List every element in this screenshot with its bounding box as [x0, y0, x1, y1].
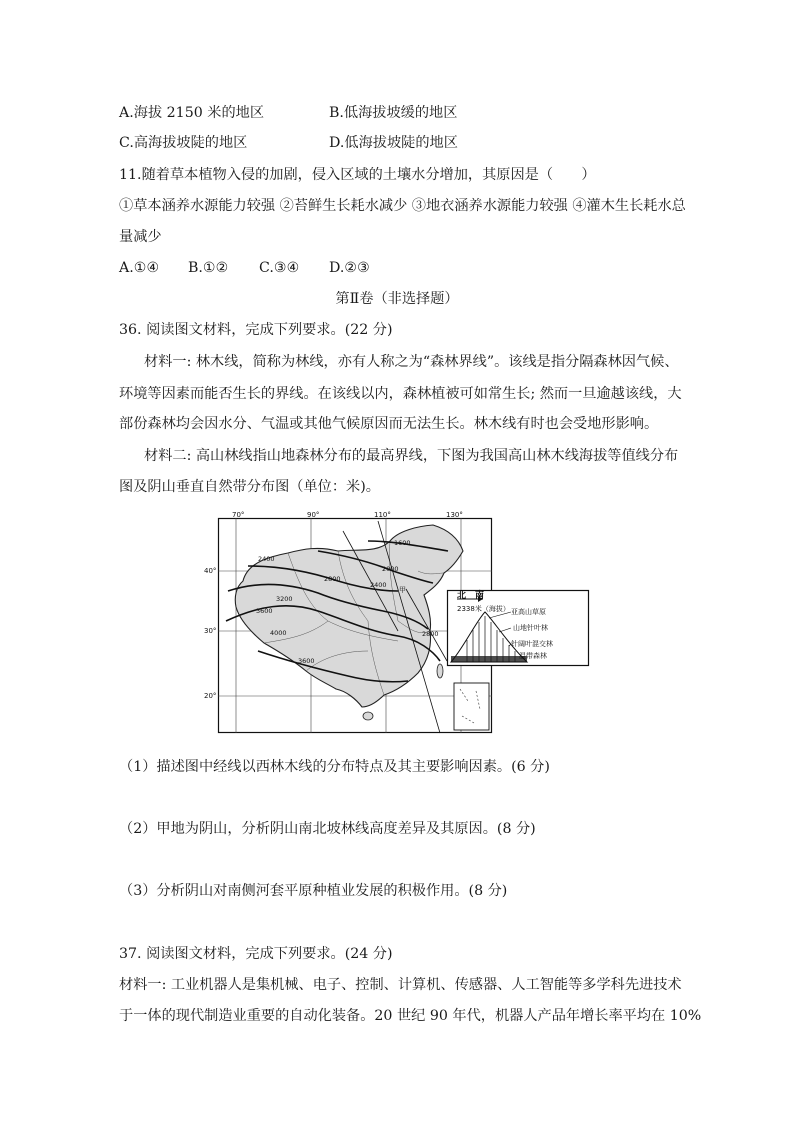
isoline-label-3600-south: 3600	[298, 657, 315, 665]
q36-subquestion-1: （1）描述图中经线以西林木线的分布特点及其主要影响因素。(6 分)	[119, 759, 550, 775]
isoline-label-3200: 3200	[276, 595, 293, 603]
q36-material2-line2: 图及阴山垂直自然带分布图（单位：米)。	[119, 479, 380, 495]
q10-option-a: A.海拔 2150 米的地区	[119, 105, 265, 121]
isoline-label-4000: 4000	[270, 629, 287, 637]
inset-belt-coniferous-forest: 山地针叶林	[513, 624, 548, 632]
q36-material2-line1: 材料二: 高山林线指山地森林分布的最高界线，下图为我国高山林木线海拔等值线分布	[144, 448, 679, 464]
inset-belt-temperate-forest: 温带森林	[519, 652, 547, 660]
q36-material1-line3: 部份森林均会因水分、气温或其他气候原因而无法生长。林木线有时也会受地形影响。	[119, 416, 659, 432]
q11-statements-line2: 量减少	[119, 229, 162, 245]
q10-option-d: D.低海拔坡陡的地区	[329, 135, 458, 151]
lon-label-70: 70°	[232, 511, 245, 519]
lat-label-30: 30°	[204, 627, 217, 635]
isoline-label-2000: 2000	[382, 565, 399, 573]
q37-material1-line1: 材料一: 工业机器人是集机械、电子、控制、计算机、传感器、人工智能等多学科先进技术	[119, 977, 682, 993]
inset-south-label: 南	[475, 591, 485, 601]
q10-option-b: B.低海拔坡缓的地区	[329, 105, 458, 121]
inset-belt-mixed-forest: 针阔叶混交林	[511, 640, 553, 648]
q36-material1-line2: 环境等因素而能否生长的界线。在该线以内，森林植被可如常生长; 然而一旦逾越该线，大	[119, 386, 682, 402]
isoline-label-2400-east: 2400	[370, 581, 387, 589]
inset-peak-label: 2338米（海拔）	[457, 605, 510, 613]
lon-label-110: 110°	[374, 511, 391, 519]
q11-statements-line1: ①草本涵养水源能力较强 ②苔鲜生长耗水减少 ③地衣涵养水源能力较强 ④灌木生长耗水总	[119, 198, 686, 214]
q36-subquestion-2: （2）甲地为阴山，分析阴山南北坡林线高度差异及其原因。(8 分)	[119, 821, 536, 837]
q11-option-c: C.③④	[259, 260, 300, 276]
q11-option-d: D.②③	[329, 260, 370, 276]
isoline-label-1600: 1600	[394, 539, 411, 547]
isoline-label-2800-east: 2800	[422, 630, 439, 638]
inset-north-label: 北	[457, 591, 467, 601]
lat-label-20: 20°	[204, 692, 217, 700]
lon-label-130: 130°	[446, 511, 463, 519]
q11-stem: 11.随着草本植物入侵的加剧，侵入区域的土壤水分增加，其原因是（ ）	[119, 167, 596, 183]
isoline-label-3600-west: 3600	[256, 607, 273, 615]
q10-option-c: C.高海拔坡陡的地区	[119, 135, 248, 151]
q36-stem: 36. 阅读图文材料，完成下列要求。(22 分)	[119, 322, 393, 338]
place-mark-jia: 甲	[399, 586, 406, 594]
isoline-label-2800-west: 2800	[324, 575, 341, 583]
section-title: 第Ⅱ卷（非选择题）	[335, 291, 459, 307]
lat-label-40: 40°	[204, 567, 217, 575]
q36-subquestion-3: （3）分析阴山对南侧河套平原种植业发展的积极作用。(8 分)	[119, 883, 508, 899]
lon-label-90: 90°	[307, 511, 320, 519]
inset-belt-subalpine-grassland: 亚高山草原	[511, 608, 546, 616]
q11-option-a: A.①④	[119, 260, 160, 276]
q36-material1-line1: 材料一: 林木线，简称为林线，亦有人称之为“森林界线”。该线是指分隔森林因气候、	[144, 354, 679, 370]
q37-material1-line2: 于一体的现代制造业重要的自动化装备。20 世纪 90 年代，机器人产品年增长率平均在 10%	[119, 1008, 702, 1024]
q37-stem: 37. 阅读图文材料，完成下列要求。(24 分)	[119, 946, 393, 962]
q11-option-b: B.①②	[188, 260, 229, 276]
yinshan-vertical-zonation-inset	[447, 590, 589, 666]
isoline-label-2400-west: 2400	[258, 555, 275, 563]
